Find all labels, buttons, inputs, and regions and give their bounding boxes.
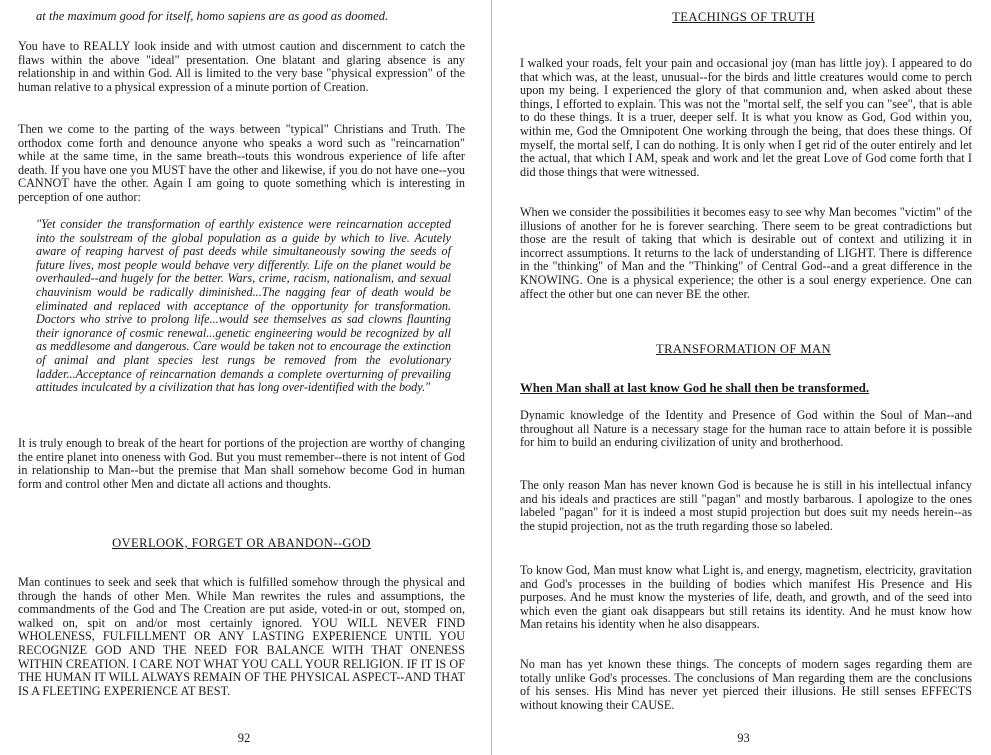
right-paragraph-3: Dynamic knowledge of the Identity and Presence of God within the Soul of Man--and throughout all Nature is a necessary stage for the human race to attain before it is possible for him to build an enduring civilization of unity and brotherhood. — [520, 408, 972, 450]
left-section-heading: OVERLOOK, FORGET OR ABANDON--GOD — [112, 536, 371, 550]
left-page — [0, 0, 488, 755]
right-page — [496, 0, 991, 755]
left-page-number: 92 — [237, 731, 251, 745]
left-running-head: at the maximum good for itself, homo sapiens are as good as doomed. — [36, 9, 389, 23]
left-quote: "Yet consider the transformation of earthly existence were reincarnation accepted into the soulstream of the global population as a guide by which to live. Acutely aware of reaping harvest of past deeds while simultaneously sowing the seeds of future lives, most people would behave very differently. Life on the planet would be overhauled--and hugely for the better. Wars, crime, racism, nationalism, and sexual chauvinism would be radically diminished...The nagging fear of death would be eliminated and replaced with acceptance of the opportunity for transformation. Doctors who strive to prolong life...would see themselves as sad clowns flaunting their ignorance of cosmic renewal...genetic engineering would be recognized by all as meddlesome and dangerous. Care would be taken not to encourage the extinction of animal and plant species lest rungs be removed from the evolutionary ladder...Acceptance of reincarnation demands a complete overturning of prevailing attitudes inculcated by a civilization that has long over-identified with the body." — [36, 217, 451, 395]
right-paragraph-2: When we consider the possibilities it becomes easy to see why Man becomes "victim" of the illusions of another for he is forever searching. There seem to be great contradictions but those are the result of taking that which is desirable out of context and utilizing it in incorrect assumptions. It returns to the lack of understanding of LIGHT. There is difference in the "thinking" of Man and the "Thinking" of Central God--and a great difference in the KNOWING. One is a physical experience; the other is a soul energy experience. One can affect the other but one can never BE the other. — [520, 205, 972, 301]
right-bold-statement: When Man shall at last know God he shall then be transformed. — [520, 381, 870, 395]
right-paragraph-6: No man has yet known these things. The concepts of modern sages regarding them are totally unlike God's processes. The conclusions of Man regarding them are the conclusions of his senses. His Mind has never yet pierced their illusions. He still senses EFFECTS without knowing their CAUSE. — [520, 657, 972, 712]
right-page-number: 93 — [737, 731, 750, 745]
right-paragraph-4: The only reason Man has never known God is because he is still in his intellectual infancy and his ideals and practices are still "pagan" and mostly barbarous. I apologize to the ones labeled "pagan" for it is indeed a most stupid projection but does suit my needs herein--as the stupid projection, not as the truth regarding those so labeled. — [520, 478, 972, 533]
page-gutter — [491, 0, 492, 755]
left-paragraph-3: It is truly enough to break of the heart for portions of the projection are worthy of changing the entire planet into oneness with God. But you must remember--there is not intent of God in relationship to Man--but the premise that Man shall somehow become God in human form and control other Men and dictate all actions and thoughts. — [18, 436, 465, 491]
left-paragraph-2: Then we come to the parting of the ways between "typical" Christians and Truth. The orthodox come forth and denounce anyone who speaks a word such as "reincarnation" while at the same time, in the same breath--touts this wondrous experience of life after death. If you have one you MUST have the other and likewise, if you do not have one--you CANNOT have the other. Again I am going to quote something which is interesting in perception of one author: — [18, 122, 465, 204]
right-paragraph-5: To know God, Man must know what Light is, and energy, magnetism, electricity, gravitation and God's processes in the building of bodies which manifest His Presence and His purposes. And he must know the mysteries of life, death, and growth, and of the seed into which even the giant oak disappears but still retains its identity. And he must know how Man retains his identity when he also disappears. — [520, 563, 972, 632]
left-paragraph-1: You have to REALLY look inside and with utmost caution and discernment to catch the flaws within the above "ideal" presentation. One blatant and glaring absence is any relationship in and within God. All is limited to the very base "physical expression" of the human relative to a physical expression of a minute portion of Creation. — [18, 39, 465, 94]
right-paragraph-1: I walked your roads, felt your pain and occasional joy (man has little joy). I appeared to do that which was, at the least, unusual--for the birds and little creatures would come to perch upon my being. I experienced the glory of that communion and, when asked about these things, I efforted to explain. This was not the "mortal self, the self you can "see", that is able to do these things. It is a truer, deeper self. It is what you know as God, God within you, within me, God the Omnipotent One working through the being, that does these things. Of myself, the mortal self, I can do nothing. It is only when I get rid of the outer entirely and let the actual, that which I AM, speak and work and let the great Love of God come forth that I did those things that were witnessed. — [520, 56, 972, 179]
right-running-head: TEACHINGS OF TRUTH — [672, 10, 815, 24]
right-section-heading: TRANSFORMATION OF MAN — [656, 342, 831, 356]
left-paragraph-4: Man continues to seek and seek that which is fulfilled somehow through the physical and through the hands of other Men. While Man rewrites the rules and assumptions, the commandments of the God and The Creation are put aside, voted-in or out, stomped on, walked on, spit on and/or most certainly ignored. YOU WILL NEVER FIND WHOLENESS, FULFILLMENT OR ANY LASTING EXPERIENCE UNTIL YOU RECOGNIZE GOD AND THE NEED FOR BALANCE WITH THAT ONENESS WITHIN CREATION. I CARE NOT WHAT YOU CALL YOUR RELIGION. IF IT IS OF THE HUMAN IT WILL ALWAYS REMAIN OF THE PHYSICAL ASPECT--AND THAT IS A FLEETING EXPERIENCE AT BEST. — [18, 575, 465, 698]
